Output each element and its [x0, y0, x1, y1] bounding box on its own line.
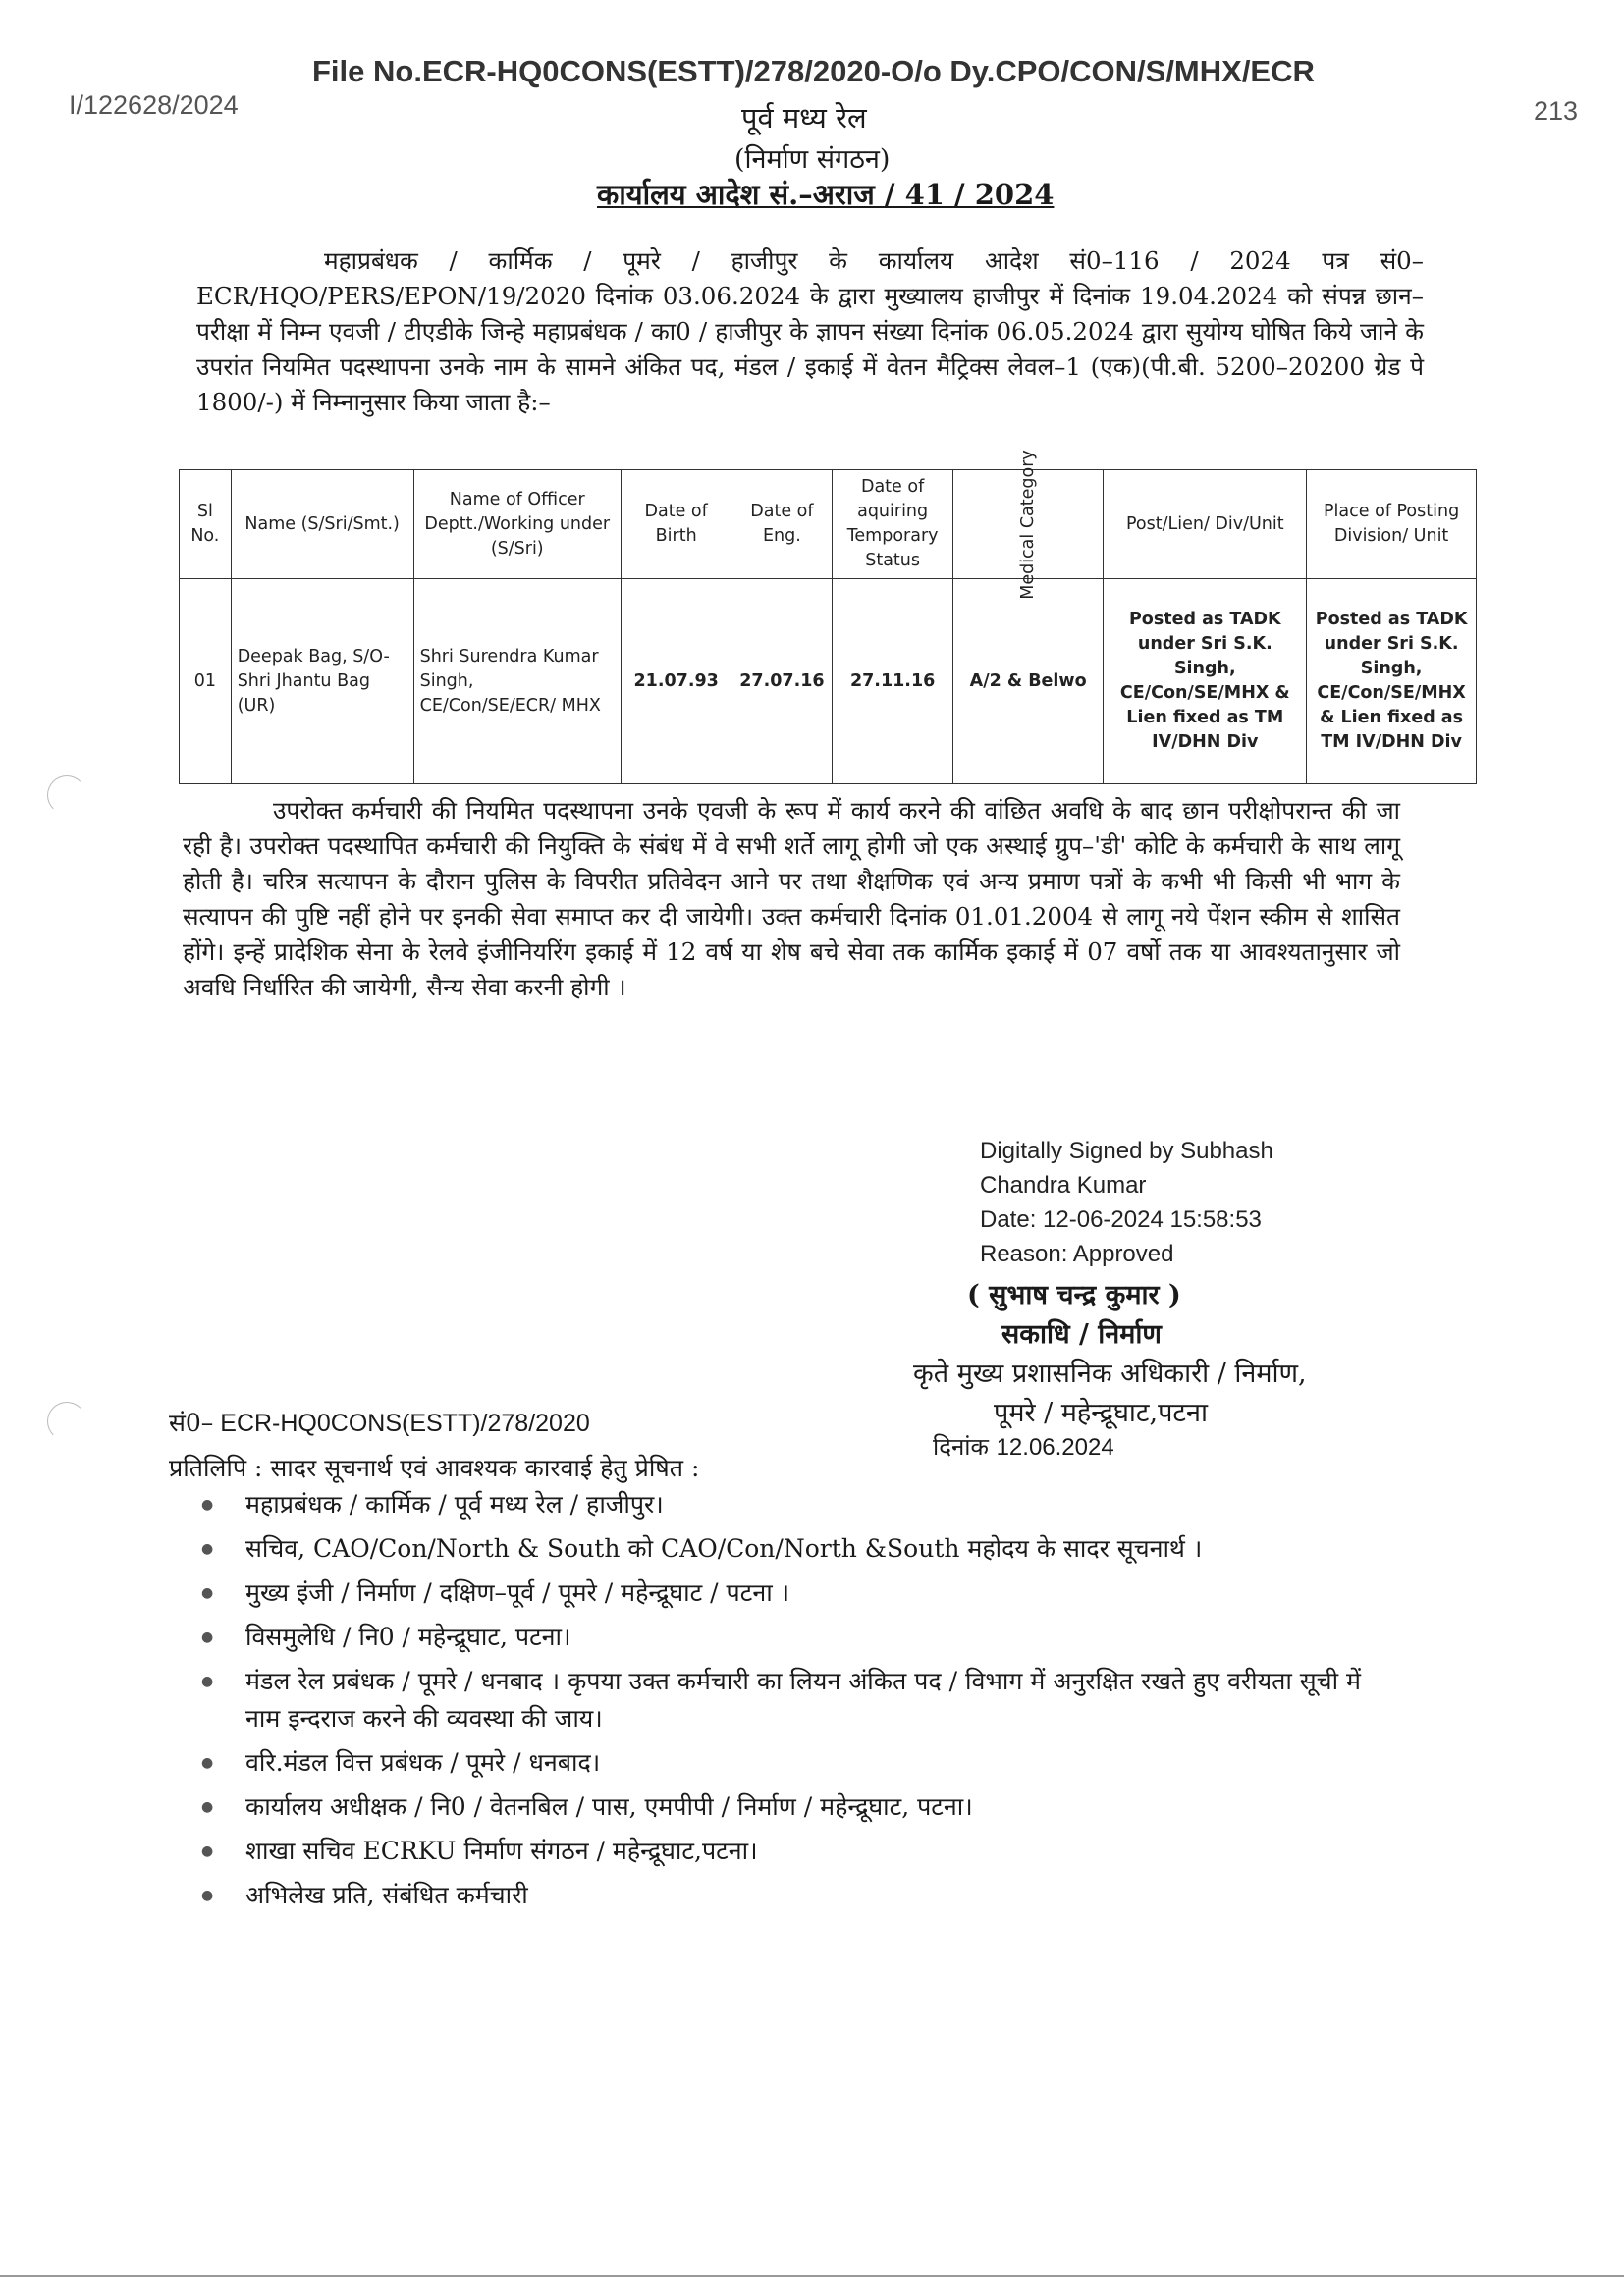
copy-ref-value: ECR-HQ0CONS(ESTT)/278/2020 — [220, 1410, 590, 1437]
digital-sign-line2: Chandra Kumar — [980, 1172, 1147, 1199]
order-intro-text: महाप्रबंधक / कार्मिक / पूमरे / हाजीपुर के कार्यालय आदेश सं0–116 / 2024 पत्र सं0–ECR/HQO/PERS/EPON/19/2020 दिनांक 03.06.2024 के द्वारा मुख्यालय हाजीपुर में दिनांक 19.04.2024 को संपन्न छान–परीक्षा में निम्न एवजी / टीएडीके जिन्हे महाप्रबंधक / का0 / हाजीपुर के ज्ञापन संख्या दिनांक 06.05.2024 द्वारा सुयोग्य घोषित किये जाने के उपरांत नियमित पदस्थापना उनके नाम के सामने अंकित पद, मंडल / इकाई में वेतन मैट्रिक्स लेवल–1 (एक)(पी.बी. 5200–20200 ग्रेड पे 1800/-) में निम्नानुसार किया जाता है:– — [196, 246, 1424, 416]
table-row — [180, 579, 1477, 784]
conditions-paragraph — [183, 793, 1400, 1005]
digital-signature-block — [980, 1134, 1273, 1271]
department-name: (निर्माण संगठन) — [734, 144, 891, 175]
list-item: ● मुख्य इंजी / निर्माण / दक्षिण–पूर्व / पूमरे / महेन्द्रूघाट / पटना । — [201, 1575, 1399, 1612]
posting-table — [179, 449, 1477, 784]
list-item: ● विसमुलेधि / नि0 / महेन्द्रूघाट, पटना। — [201, 1619, 1399, 1656]
col-sl-no: Sl No. — [180, 470, 232, 579]
col-medical-label: Medical Category — [1017, 449, 1038, 600]
copy-to-title: प्रतिलिपि : सादर सूचनार्थ एवं आवश्यक कारवाई हेतु प्रेषित : — [169, 1454, 700, 1482]
cell-place: Posted as TADK under Sri S.K. Singh, CE/Con/SE/MHX & Lien fixed as TM IV/DHN Div — [1307, 579, 1477, 784]
col-place: Place of Posting Division/ Unit — [1307, 470, 1477, 579]
col-name: Name (S/Sri/Smt.) — [231, 470, 413, 579]
cell-name: Deepak Bag, S/O- Shri Jhantu Bag (UR) — [231, 579, 413, 784]
list-item: ● अभिलेख प्रति, संबंधित कर्मचारी — [201, 1877, 1399, 1914]
office-order-number: कार्यालय आदेश सं.–अराज / 41 / 2024 — [597, 178, 1055, 211]
list-item: ● सचिव, CAO/Con/North & South को CAO/Con/North &South महोदय के सादर सूचनार्थ । — [201, 1530, 1399, 1568]
col-eng: Date of Eng. — [731, 470, 833, 579]
cell-post: Posted as TADK under Sri S.K. Singh, CE/Con/SE/MHX & Lien fixed as TM IV/DHN Div — [1104, 579, 1307, 784]
conditions-text: उपरोक्त कर्मचारी की नियमित पदस्थापना उनके एवजी के रूप में कार्य करने की वांछित अवधि के बाद छान परीक्षोपरान्त की जा रही है। उपरोक्त पदस्थापित कर्मचारी की नियुक्ति के संबंध में वे सभी शर्ते लागू होगी जो एक अस्थाई ग्रुप–'डी' कोटि के कर्मचारी के साथ लागू होती है। चरित्र सत्यापन के दौरान पुलिस के विपरीत प्रतिवेदन आने पर तथा शैक्षणिक एवं अन्य प्रमाण पत्रों के कभी भी किसी भी भाग के सत्यापन की पुष्टि नहीं होने पर इनकी सेवा समाप्त कर दी जायेगी। उक्त कर्मचारी दिनांक 01.01.2004 से लागू नये पेंशन स्कीम से शासित होंगे। इन्हें प्रादेशिक सेना के रेलवे इंजीनियरिंग इकाई में 12 वर्ष या शेष बचे सेवा तक कार्मिक इकाई में 07 वर्षो तक या आवश्यतानुसार जो अवधि निर्धारित की जायेगी, सैन्य सेवा करनी होगी । — [183, 796, 1400, 1001]
cell-temp-status: 27.11.16 — [833, 579, 953, 784]
punch-hole-mark — [47, 775, 86, 815]
signatory-name: ( सुभाष चन्द्र कुमार ) — [967, 1280, 1181, 1310]
copy-ref-prefix: सं0– — [169, 1409, 214, 1437]
order-date — [933, 1430, 1114, 1463]
order-date-label: दिनांक — [933, 1433, 989, 1461]
list-item: ● महाप्रबंधक / कार्मिक / पूर्व मध्य रेल / हाजीपुर। — [201, 1486, 1399, 1523]
page-number: 213 — [1534, 96, 1579, 126]
signatory-location: पूमरे / महेन्द्रूघाट,पटना — [994, 1398, 1209, 1428]
cell-eng: 27.07.16 — [731, 579, 833, 784]
list-item: ● कार्यालय अधीक्षक / नि0 / वेतनबिल / पास, एमपीपी / निर्माण / महेन्द्रूघाट, पटना। — [201, 1789, 1399, 1826]
cell-medical: A/2 & Belwo — [952, 579, 1104, 784]
copy-to-list — [201, 1486, 1399, 1921]
cell-sl-no: 01 — [180, 579, 232, 784]
signatory-block — [913, 1276, 1307, 1433]
order-date-value: 12.06.2024 — [996, 1434, 1114, 1461]
punch-hole-mark — [47, 1402, 86, 1441]
list-item: ● शाखा सचिव ECRKU निर्माण संगठन / महेन्द्रूघाट,पटना। — [201, 1833, 1399, 1870]
signatory-for-line: कृते मुख्य प्रशासनिक अधिकारी / निर्माण, — [913, 1359, 1307, 1389]
document-id: I/122628/2024 — [69, 90, 239, 120]
col-temp-status: Date of aquiring Temporary Status — [833, 470, 953, 579]
table-header-row — [180, 470, 1477, 579]
cell-officer: Shri Surendra Kumar Singh, CE/Con/SE/ECR/ MHX — [413, 579, 621, 784]
file-number: File No.ECR-HQ0CONS(ESTT)/278/2020-O/o Dy.CPO/CON/S/MHX/ECR — [312, 54, 1315, 88]
order-intro-paragraph — [196, 243, 1424, 420]
organization-name: पूर्व मध्य रेल — [741, 101, 867, 134]
list-item: ● मंडल रेल प्रबंधक / पूमरे / धनबाद । कृपया उक्त कर्मचारी का लियन अंकित पद / विभाग में अनुरक्षित रखते हुए वरीयता सूची में नाम इन्दराज करने की व्यवस्था की जाय। — [201, 1663, 1399, 1737]
digital-sign-line1: Digitally Signed by Subhash — [980, 1138, 1273, 1164]
digital-sign-date: Date: 12-06-2024 15:58:53 — [980, 1206, 1262, 1233]
col-dob: Date of Birth — [621, 470, 731, 579]
digital-sign-reason: Reason: Approved — [980, 1241, 1174, 1267]
cell-dob: 21.07.93 — [621, 579, 731, 784]
col-post: Post/Lien/ Div/Unit — [1104, 470, 1307, 579]
scan-edge-line — [0, 2275, 1624, 2277]
copy-reference — [169, 1406, 590, 1439]
list-item: ● वरि.मंडल वित्त प्रबंधक / पूमरे / धनबाद। — [201, 1744, 1399, 1782]
signatory-designation: सकाधि / निर्माण — [1001, 1319, 1162, 1350]
col-medical — [952, 449, 1104, 600]
col-officer: Name of Officer Deptt./Working under (S/Sri) — [413, 470, 621, 579]
